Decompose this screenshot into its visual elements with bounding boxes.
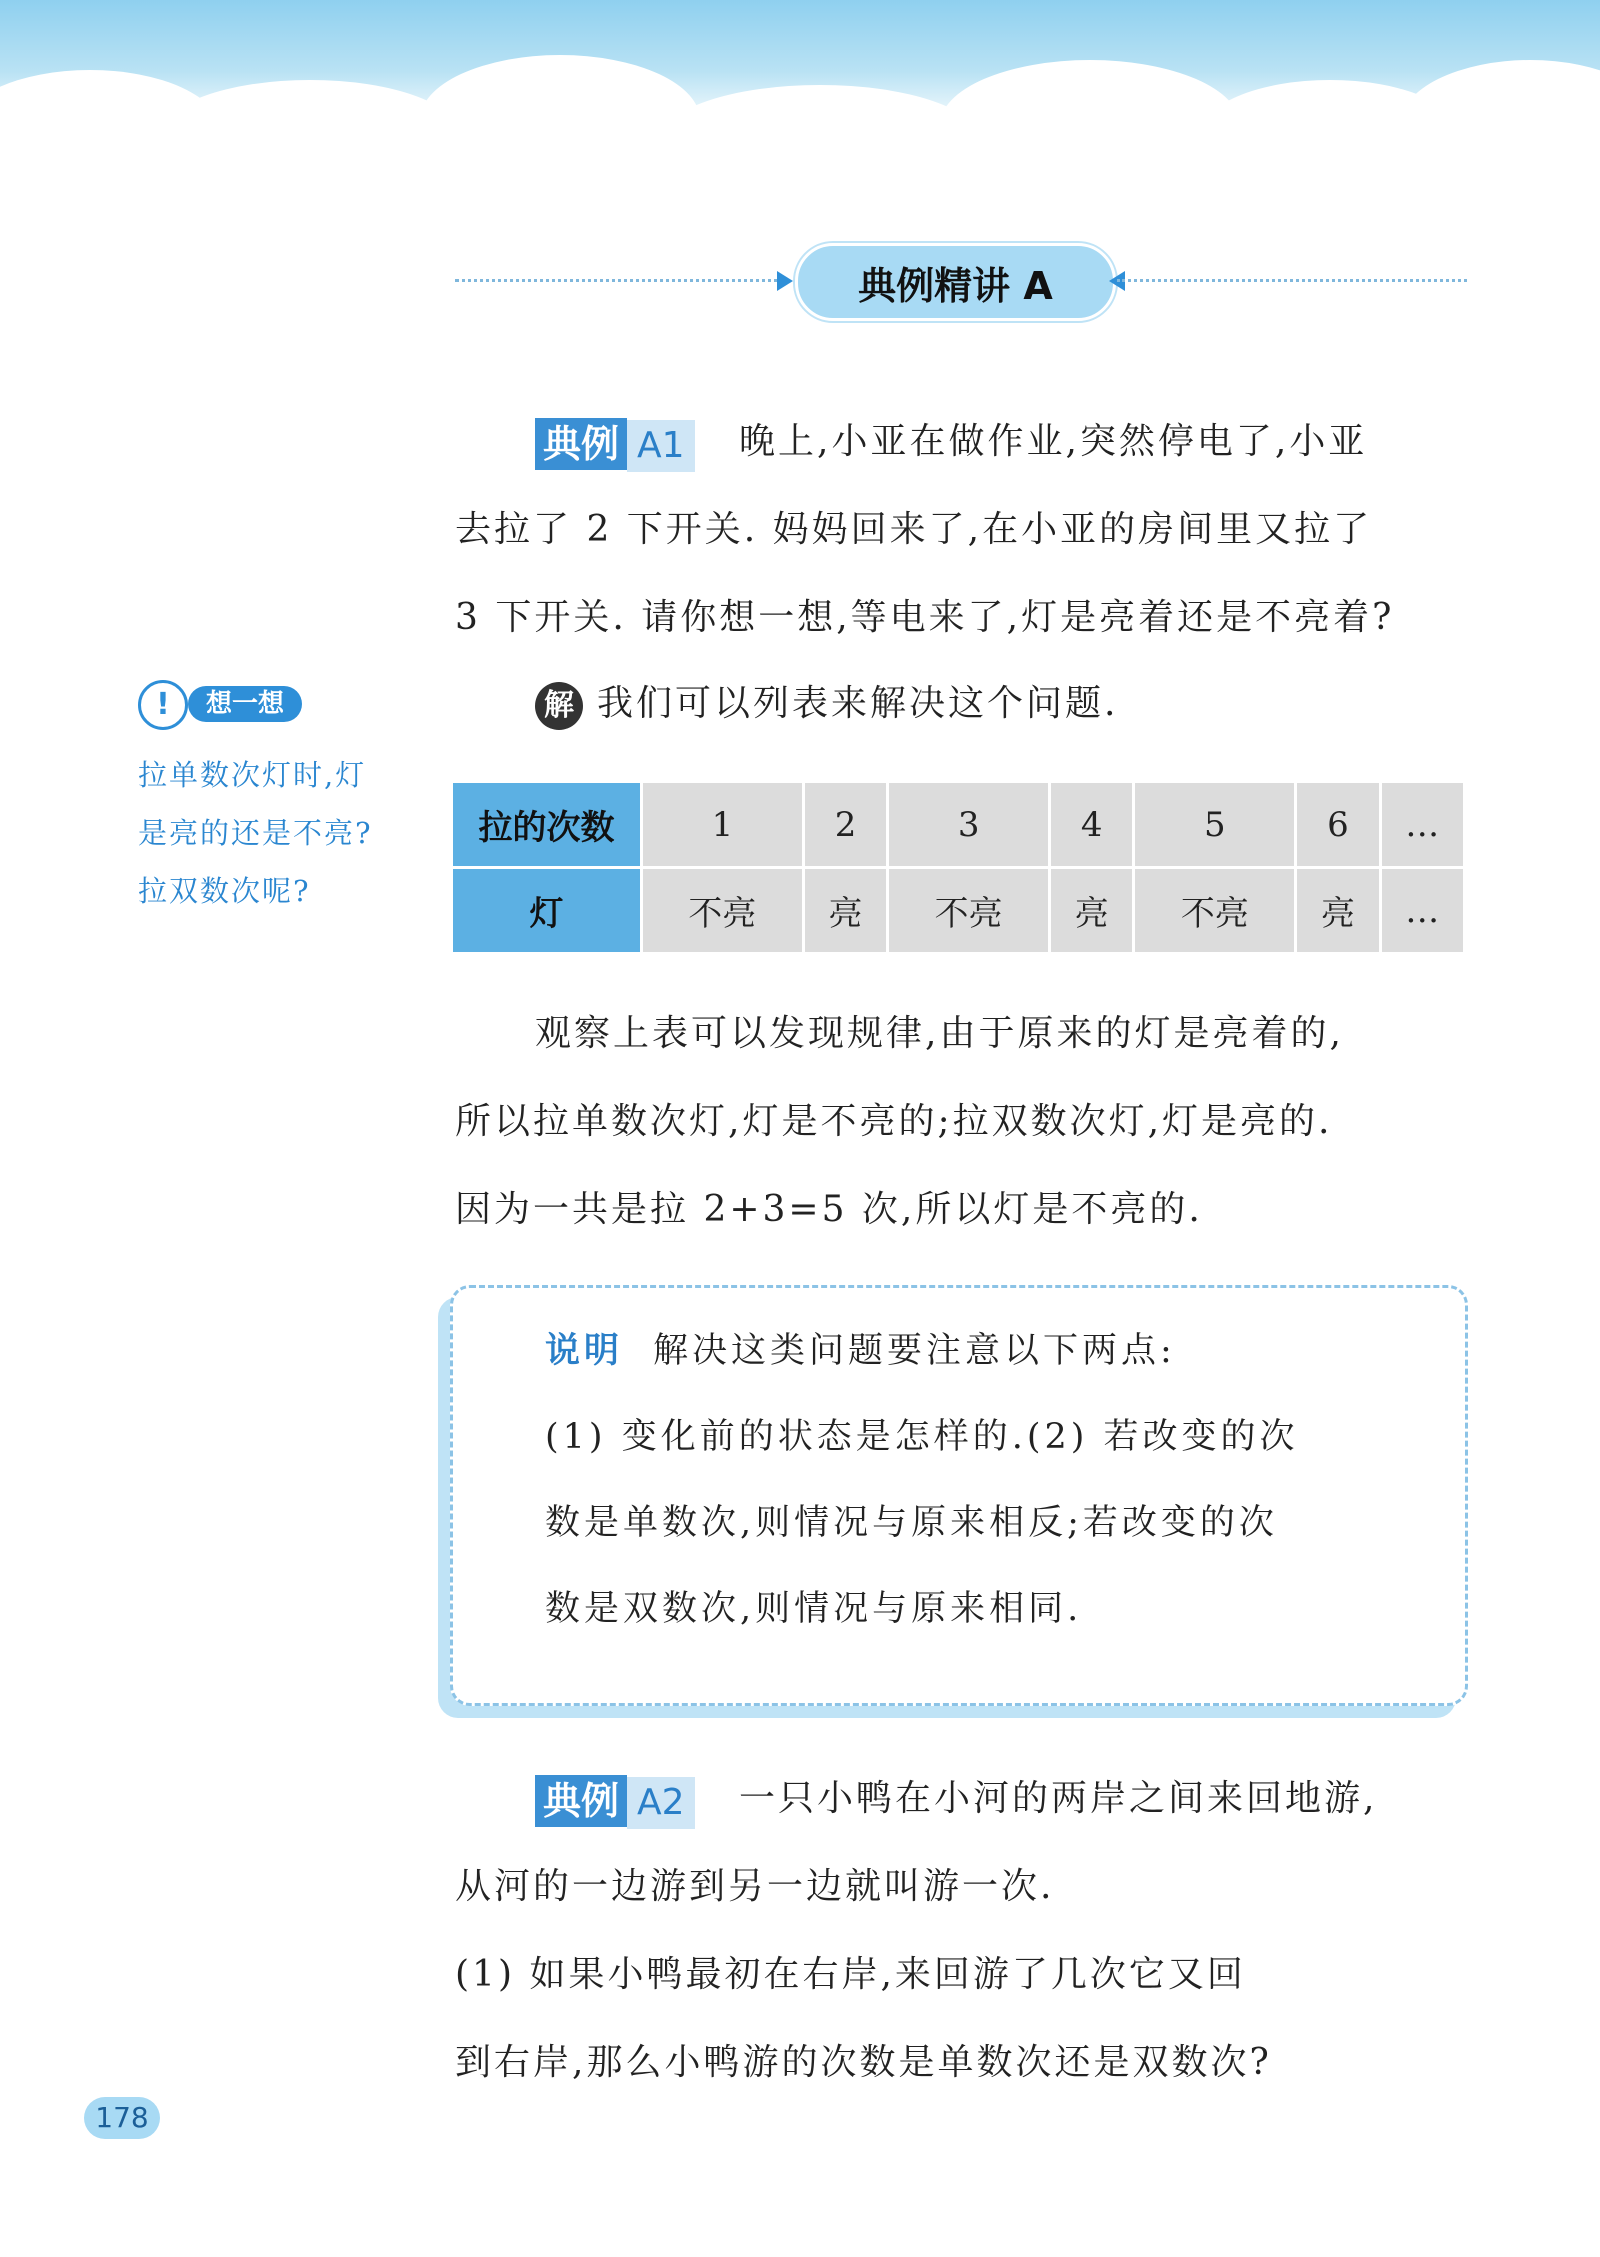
example-tag-code: A1 — [627, 420, 695, 472]
think-text — [138, 746, 418, 920]
solution-badge: 解 — [535, 682, 583, 730]
table-cell: 4 — [1050, 782, 1134, 868]
table-cell: 不亮 — [1134, 868, 1296, 954]
section-header — [455, 235, 1467, 325]
analysis-line1: 观察上表可以发现规律,由于原来的灯是亮着的, — [535, 1013, 1344, 1054]
table-row — [452, 868, 1465, 954]
note-text — [545, 1308, 1415, 1652]
dotted-divider-left — [455, 279, 785, 282]
table-cell: 6 — [1296, 782, 1380, 868]
note-title: 说明 — [545, 1331, 624, 1371]
think-line: 拉双数次呢? — [138, 874, 311, 908]
table-cell: … — [1380, 782, 1464, 868]
table-cell: 5 — [1134, 782, 1296, 868]
table-cell: … — [1380, 868, 1464, 954]
arrow-right-icon — [777, 271, 793, 291]
solution-intro — [455, 660, 1465, 748]
think-badge — [138, 680, 418, 728]
note-line4: 数是双数次,则情况与原来相同. — [545, 1589, 1083, 1629]
table-cell: 1 — [642, 782, 804, 868]
table-cell: 不亮 — [888, 868, 1050, 954]
pull-count-table — [450, 780, 1466, 955]
example-a2-q1-line2: 到右岸,那么小鸭游的次数是单数次还是双数次? — [455, 2042, 1272, 2083]
table-cell: 亮 — [1296, 868, 1380, 954]
think-line: 是亮的还是不亮? — [138, 816, 373, 850]
analysis-text — [455, 990, 1465, 1254]
table-cell: 2 — [803, 782, 887, 868]
example-tag-label: 典例 — [535, 1775, 627, 1827]
example-a2-tag — [535, 1775, 695, 1827]
cloud-shape — [160, 80, 460, 190]
example-a1-text — [455, 398, 1465, 662]
example-a2-line1: 一只小鸭在小河的两岸之间来回地游, — [739, 1778, 1378, 1819]
table-cell: 不亮 — [642, 868, 804, 954]
example-a2-text — [455, 1755, 1465, 2107]
example-tag-code: A2 — [627, 1777, 695, 1829]
table-cell: 亮 — [803, 868, 887, 954]
dotted-divider-right — [1117, 279, 1467, 282]
cloud-shape — [1400, 60, 1600, 190]
think-line: 拉单数次灯时,灯 — [138, 758, 367, 792]
cloud-shape — [660, 85, 980, 195]
analysis-line3: 因为一共是拉 2+3=5 次,所以灯是不亮的. — [455, 1189, 1203, 1230]
exclamation-icon: ! — [138, 680, 188, 730]
section-title: 典例精讲 A — [795, 243, 1116, 321]
note-line3: 数是单数次,则情况与原来相反;若改变的次 — [545, 1503, 1278, 1543]
top-cloud-band — [0, 0, 1600, 130]
example-a1-line1: 晚上,小亚在做作业,突然停电了,小亚 — [739, 421, 1368, 462]
table-cell: 3 — [888, 782, 1050, 868]
example-a1-line2: 去拉了 2 下开关. 妈妈回来了,在小亚的房间里又拉了 — [455, 509, 1373, 550]
solution-intro-text: 我们可以列表来解决这个问题. — [597, 683, 1119, 724]
example-a2-q1-line1: (1) 如果小鸭最初在右岸,来回游了几次它又回 — [455, 1954, 1246, 1995]
cloud-shape — [940, 60, 1240, 190]
example-a2-line2: 从河的一边游到另一边就叫游一次. — [455, 1866, 1055, 1907]
table-row — [452, 782, 1465, 868]
note-line1: 解决这类问题要注意以下两点: — [653, 1331, 1176, 1371]
think-badge-label: 想一想 — [188, 686, 302, 722]
example-a1-tag — [535, 418, 695, 470]
page-number: 178 — [84, 2097, 160, 2139]
note-line2: (1) 变化前的状态是怎样的.(2) 若改变的次 — [545, 1417, 1299, 1457]
note-box — [450, 1285, 1468, 1706]
example-tag-label: 典例 — [535, 418, 627, 470]
think-sidebar — [138, 680, 418, 920]
table-cell: 亮 — [1050, 868, 1134, 954]
cloud-shape — [420, 55, 700, 185]
table-row-header: 拉的次数 — [452, 782, 642, 868]
analysis-line2: 所以拉单数次灯,灯是不亮的;拉双数次灯,灯是亮的. — [455, 1101, 1333, 1142]
table-row-header: 灯 — [452, 868, 642, 954]
example-a1-line3: 3 下开关. 请你想一想,等电来了,灯是亮着还是不亮着? — [455, 597, 1395, 638]
